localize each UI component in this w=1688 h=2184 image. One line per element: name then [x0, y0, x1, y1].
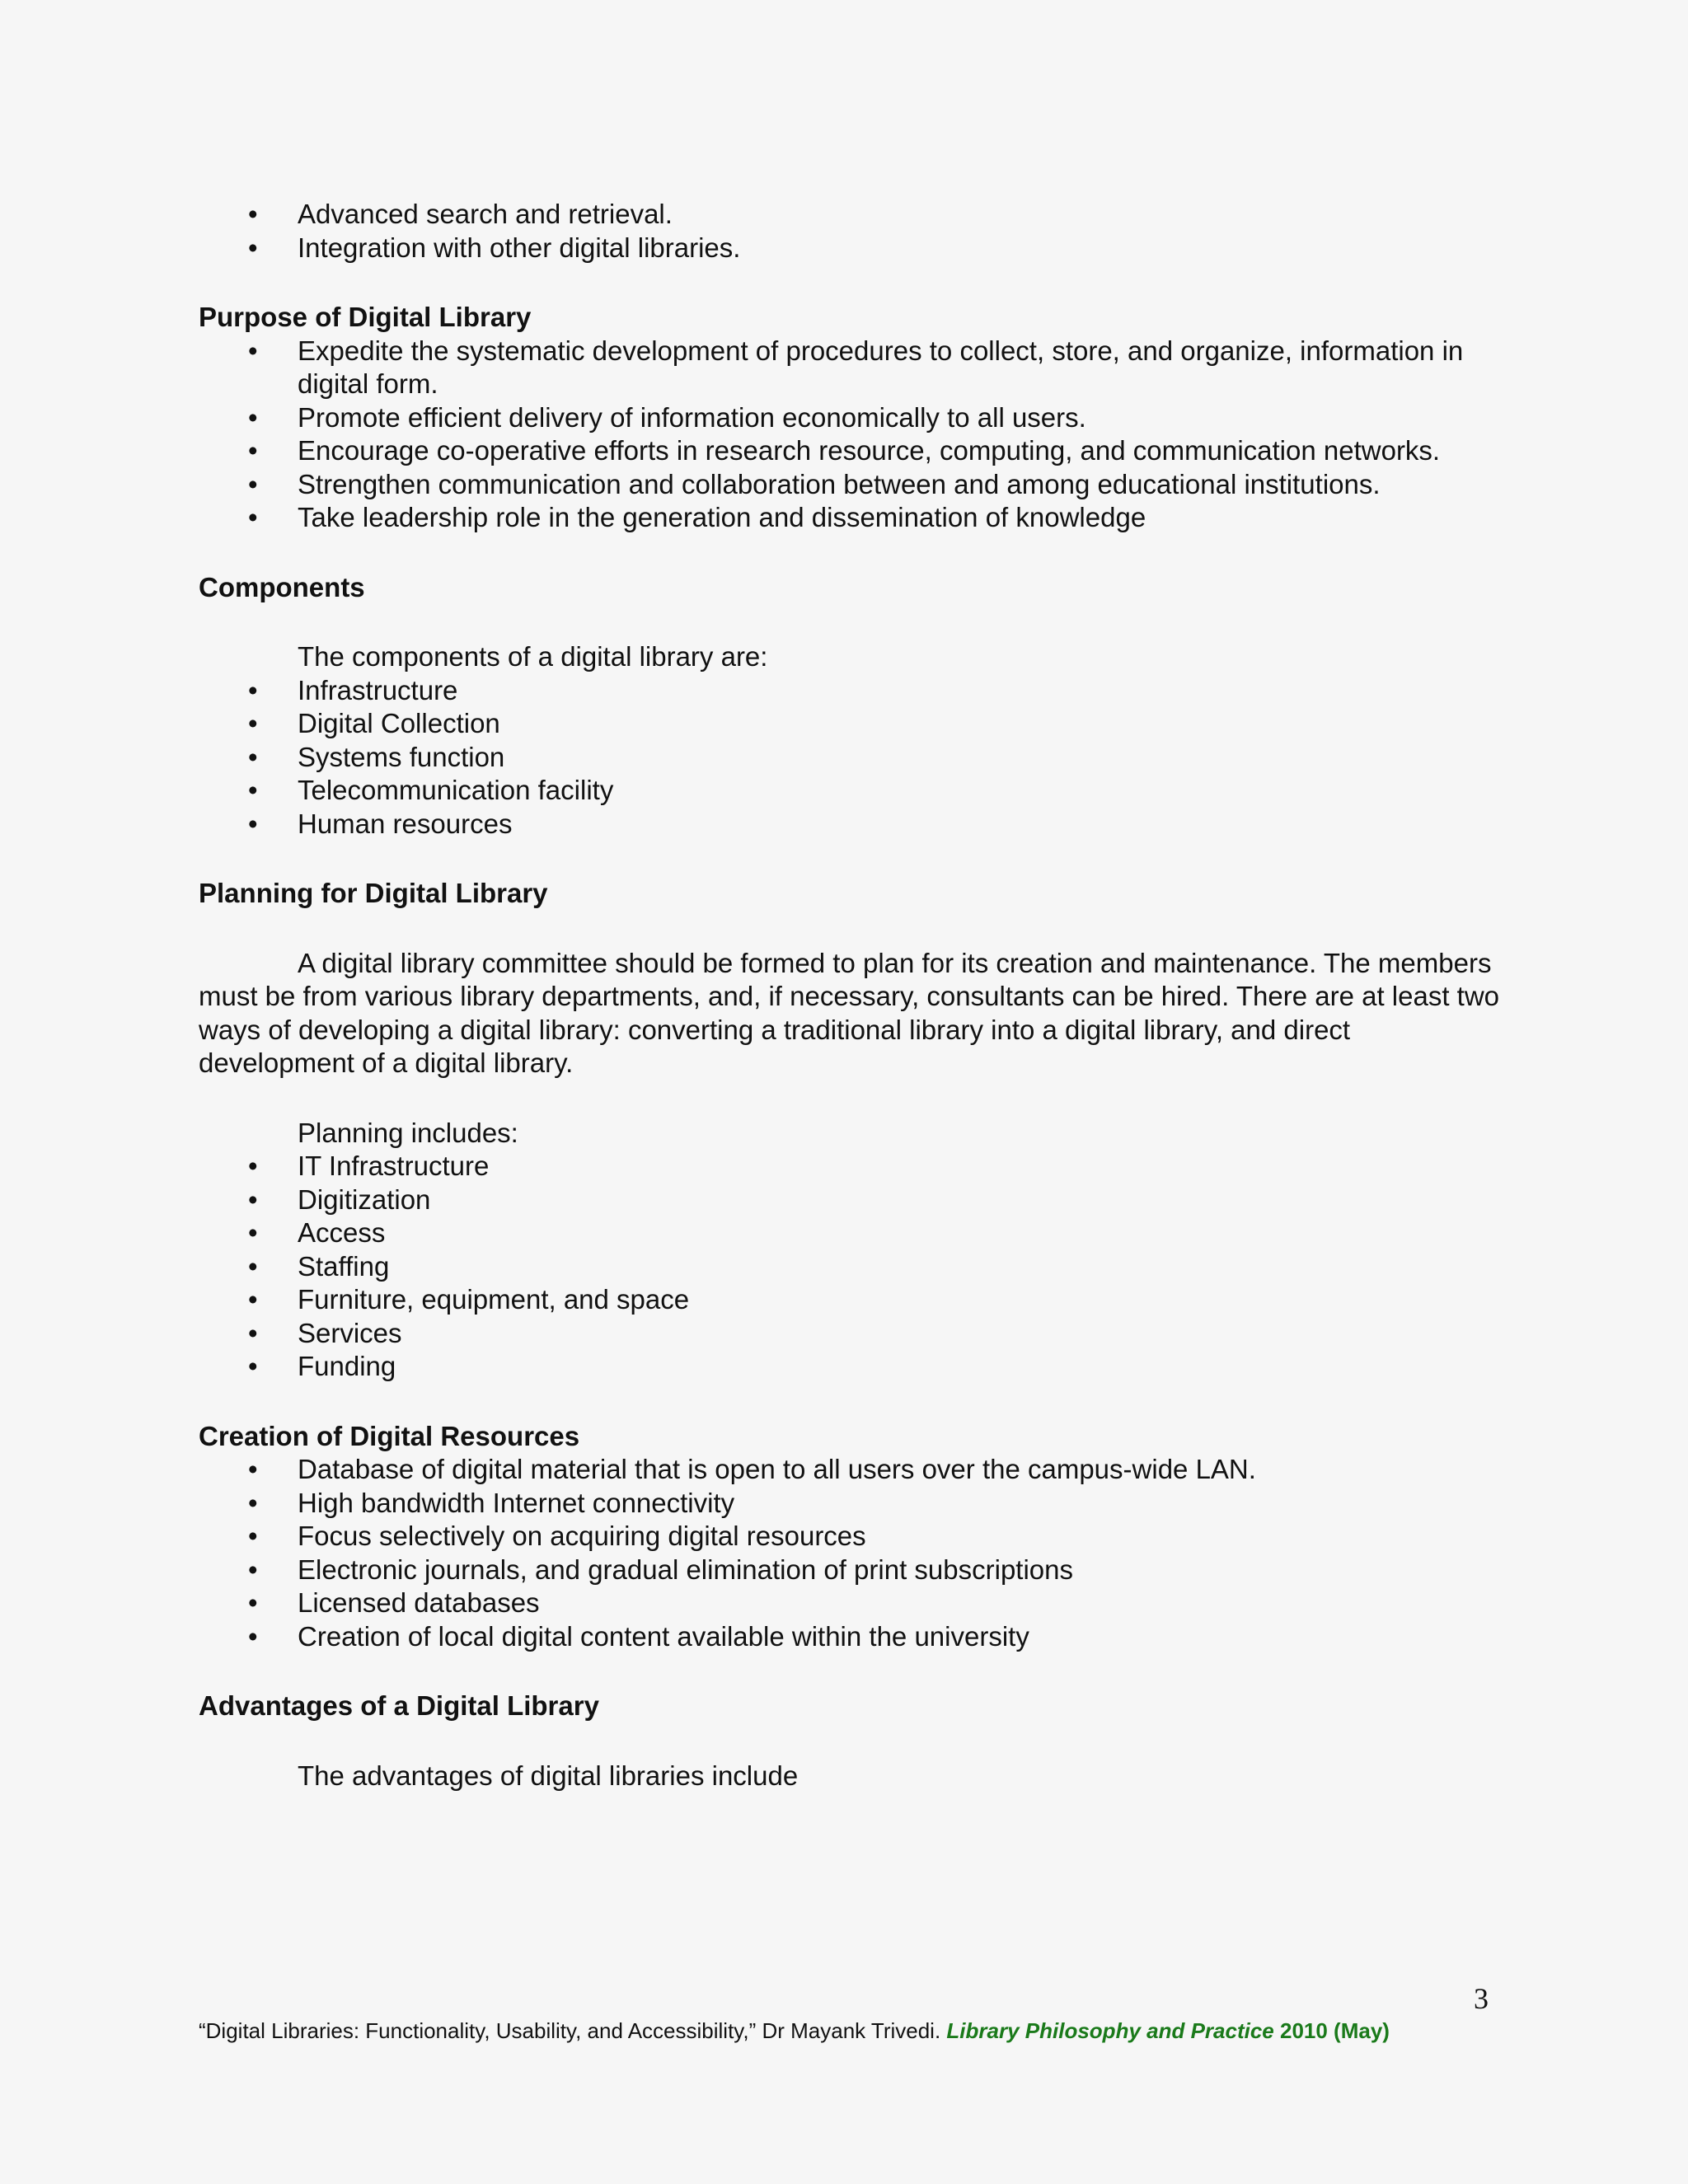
list-item: • Services — [199, 1317, 1501, 1351]
page-content — [199, 198, 1501, 1793]
footer-journal-title: Library Philosophy and Practice — [946, 2018, 1274, 2043]
list-item: • Licensed databases — [199, 1586, 1501, 1620]
list-item: • Encourage co-operative efforts in research resource, computing, and communication networks. — [199, 434, 1501, 468]
list-item: • Funding — [199, 1350, 1501, 1384]
list-item: • Furniture, equipment, and space — [199, 1283, 1501, 1317]
section-heading-creation: Creation of Digital Resources — [199, 1420, 580, 1451]
list-item: • Integration with other digital libraries. — [199, 232, 1501, 265]
planning-paragraph: A digital library committee should be formed to plan for its creation and maintenance. The members must be from various library departments, and, if necessary, consultants can be hired. There are at least two ways of developing a digital library: converting a traditional library into a digital library, and direct development of a digital library. — [199, 947, 1500, 1078]
list-item: • Human resources — [199, 808, 1501, 841]
creation-list — [199, 1453, 1501, 1653]
purpose-list — [199, 335, 1501, 535]
list-item: • Digitization — [199, 1183, 1501, 1217]
section-heading-components: Components — [199, 571, 365, 602]
section-heading-planning: Planning for Digital Library — [199, 878, 548, 908]
components-intro: The components of a digital library are: — [298, 641, 768, 672]
list-item: • IT Infrastructure — [199, 1150, 1501, 1183]
list-item: • Focus selectively on acquiring digital resources — [199, 1520, 1501, 1554]
list-item: • Advanced search and retrieval. — [199, 198, 1501, 232]
components-list — [199, 674, 1501, 841]
footer-journal-year: 2010 (May) — [1273, 2018, 1390, 2043]
footer-citation-text: “Digital Libraries: Functionality, Usability, and Accessibility,” Dr Mayank Trivedi. — [199, 2018, 947, 2043]
list-item: • Electronic journals, and gradual elimination of print subscriptions — [199, 1554, 1501, 1587]
list-item: • Take leadership role in the generation and dissemination of knowledge — [199, 501, 1501, 535]
page-number: 3 — [1474, 1982, 1489, 2015]
footer-citation — [199, 2018, 1390, 2044]
planning-intro: Planning includes: — [298, 1117, 518, 1148]
list-item: • Systems function — [199, 741, 1501, 775]
section-heading-advantages: Advantages of a Digital Library — [199, 1690, 599, 1721]
list-item: • Creation of local digital content available within the university — [199, 1620, 1501, 1654]
advantages-intro: The advantages of digital libraries include — [298, 1760, 799, 1791]
list-item: • Promote efficient delivery of information economically to all users. — [199, 401, 1501, 435]
list-item: • High bandwidth Internet connectivity — [199, 1487, 1501, 1521]
section-heading-purpose: Purpose of Digital Library — [199, 302, 532, 332]
list-item: • Staffing — [199, 1250, 1501, 1284]
planning-list — [199, 1150, 1501, 1384]
list-item: • Database of digital material that is open to all users over the campus-wide LAN. — [199, 1453, 1501, 1487]
list-item: • Strengthen communication and collaboration between and among educational institutions. — [199, 468, 1501, 502]
list-item: • Access — [199, 1216, 1501, 1250]
list-item: • Digital Collection — [199, 707, 1501, 741]
list-item: • Expedite the systematic development of procedures to collect, store, and organize, information in digital form. — [199, 335, 1501, 401]
intro-list — [199, 198, 1501, 265]
list-item: • Infrastructure — [199, 674, 1501, 708]
list-item: • Telecommunication facility — [199, 774, 1501, 808]
